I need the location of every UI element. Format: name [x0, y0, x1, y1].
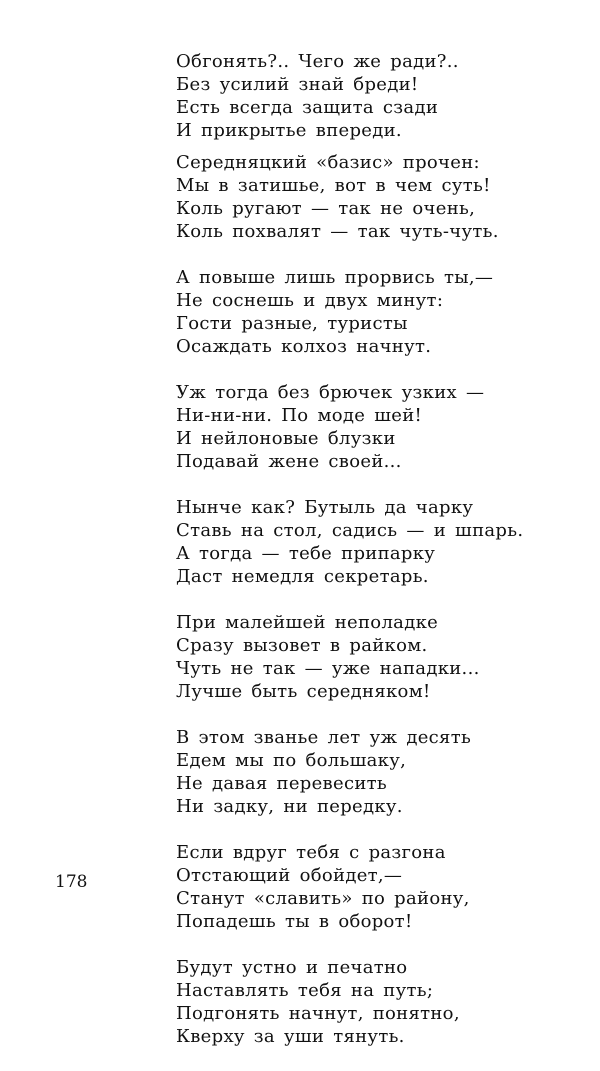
poem-line: Сразу вызовет в райком.	[176, 635, 428, 656]
poem-line: Подавай жене своей...	[176, 451, 402, 472]
poem-line: Без усилий знай бреди!	[176, 74, 419, 95]
poem-line: Станут «славить» по району,	[176, 888, 470, 909]
stanza-1	[176, 50, 523, 142]
stanza-5	[176, 496, 523, 588]
stanza-6	[176, 611, 523, 703]
poem-line: Ни задку, ни передку.	[176, 796, 403, 817]
stanza-3	[176, 266, 523, 358]
poem-line: Середняцкий «базис» прочен:	[176, 152, 480, 173]
stanza-9	[176, 956, 523, 1048]
poem-line: При малейшей неполадке	[176, 612, 439, 633]
poem-line: Лучше быть середняком!	[176, 681, 431, 702]
poem-line: И прикрытье впереди.	[176, 120, 402, 141]
poem-line: Обгонять?.. Чего же ради?..	[176, 51, 459, 72]
stanza-2	[176, 151, 523, 243]
poem-line: Уж тогда без брючек узких —	[176, 382, 485, 403]
poem-line: Подгонять начнут, понятно,	[176, 1003, 460, 1024]
poem-line: А тогда — тебе припарку	[176, 543, 436, 564]
page-number: 178	[55, 872, 88, 892]
poem-line: Отстающий обойдет,—	[176, 865, 403, 886]
poem-line: Осаждать колхоз начнут.	[176, 336, 432, 357]
stanza-8	[176, 841, 523, 933]
stanza-7	[176, 726, 523, 818]
poem-line: Не давая перевесить	[176, 773, 387, 794]
poem-line: Коль похвалят — так чуть-чуть.	[176, 221, 499, 242]
poem-line: Ставь на стол, садись — и шпарь.	[176, 520, 524, 541]
poem	[176, 50, 523, 1071]
poem-line: Наставлять тебя на путь;	[176, 980, 434, 1001]
poem-line: А повыше лишь прорвись ты,—	[176, 267, 494, 288]
poem-line: Чуть не так — уже нападки...	[176, 658, 480, 679]
poem-line: Будут устно и печатно	[176, 957, 408, 978]
poem-line: Попадешь ты в оборот!	[176, 911, 413, 932]
poem-line: Ни-ни-ни. По моде шей!	[176, 405, 423, 426]
poem-line: В этом званье лет уж десять	[176, 727, 472, 748]
poem-line: Нынче как? Бутыль да чарку	[176, 497, 474, 518]
poem-line: Кверху за уши тянуть.	[176, 1026, 405, 1047]
poem-line: Коль ругают — так не очень,	[176, 198, 476, 219]
poem-line: Гости разные, туристы	[176, 313, 408, 334]
poem-line: Есть всегда защита сзади	[176, 97, 439, 118]
poem-line: И нейлоновые блузки	[176, 428, 396, 449]
poem-line: Едем мы по большаку,	[176, 750, 407, 771]
poem-line: Если вдруг тебя с разгона	[176, 842, 446, 863]
poem-line: Даст немедля секретарь.	[176, 566, 429, 587]
poem-line: Мы в затишье, вот в чем суть!	[176, 175, 491, 196]
stanza-4	[176, 381, 523, 473]
poem-line: Не соснешь и двух минут:	[176, 290, 444, 311]
